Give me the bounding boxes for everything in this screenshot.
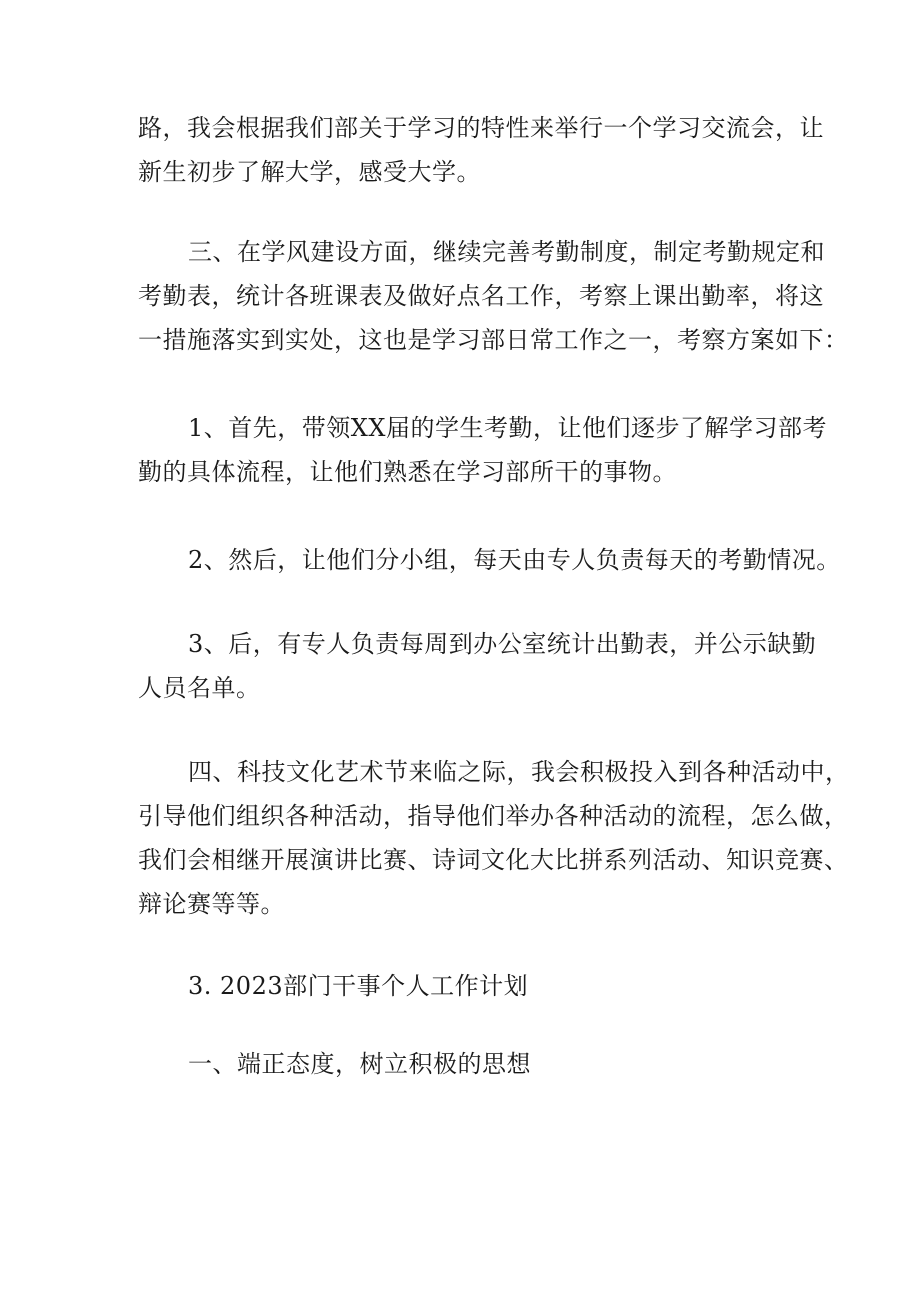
- text-line: 2、然后，让他们分小组，每天由专人负责每天的考勤情况。: [188, 546, 841, 574]
- text-line: 勤的具体流程，让他们熟悉在学习部所干的事物。: [138, 458, 677, 486]
- text-line: 人员名单。: [138, 674, 261, 702]
- text-line: 考勤表，统计各班课表及做好点名工作，考察上课出勤率，将这: [138, 282, 824, 310]
- text-line: 路，我会根据我们部关于学习的特性来举行一个学习交流会，让: [138, 114, 824, 142]
- text-line: 我们会相继开展演讲比赛、诗词文化大比拼系列活动、知识竞赛、: [138, 846, 849, 874]
- section-heading-2023-plan: [138, 964, 798, 1008]
- paragraph-study-style: [138, 230, 849, 362]
- text-line: 一措施落实到实处，这也是学习部日常工作之一，考察方案如下：: [138, 326, 849, 354]
- text-line: 引导他们组织各种活动，指导他们举办各种活动的流程，怎么做，: [138, 802, 849, 830]
- text-line: 三、在学风建设方面，继续完善考勤制度，制定考勤规定和: [188, 238, 825, 266]
- paragraph-step-2: [138, 538, 841, 582]
- text-line: 辩论赛等等。: [138, 890, 285, 918]
- text-line: 四、科技文化艺术节来临之际，我会积极投入到各种活动中，: [188, 758, 850, 786]
- paragraph-orientation-exchange: [138, 106, 824, 194]
- paragraph-arts-festival: [138, 750, 850, 926]
- text-line: 一、端正态度，树立积极的思想: [188, 1050, 531, 1078]
- text-line: 1、首先，带领XX届的学生考勤，让他们逐步了解学习部考: [188, 414, 827, 442]
- paragraph-step-3: [138, 622, 817, 710]
- text-line: 新生初步了解大学，感受大学。: [138, 158, 481, 186]
- text-line: 3、后，有专人负责每周到办公室统计出勤表，并公示缺勤: [188, 630, 817, 658]
- subheading-attitude: [138, 1042, 798, 1086]
- paragraph-step-1: [138, 406, 827, 494]
- text-line: 3. 2023部门干事个人工作计划: [188, 972, 529, 1000]
